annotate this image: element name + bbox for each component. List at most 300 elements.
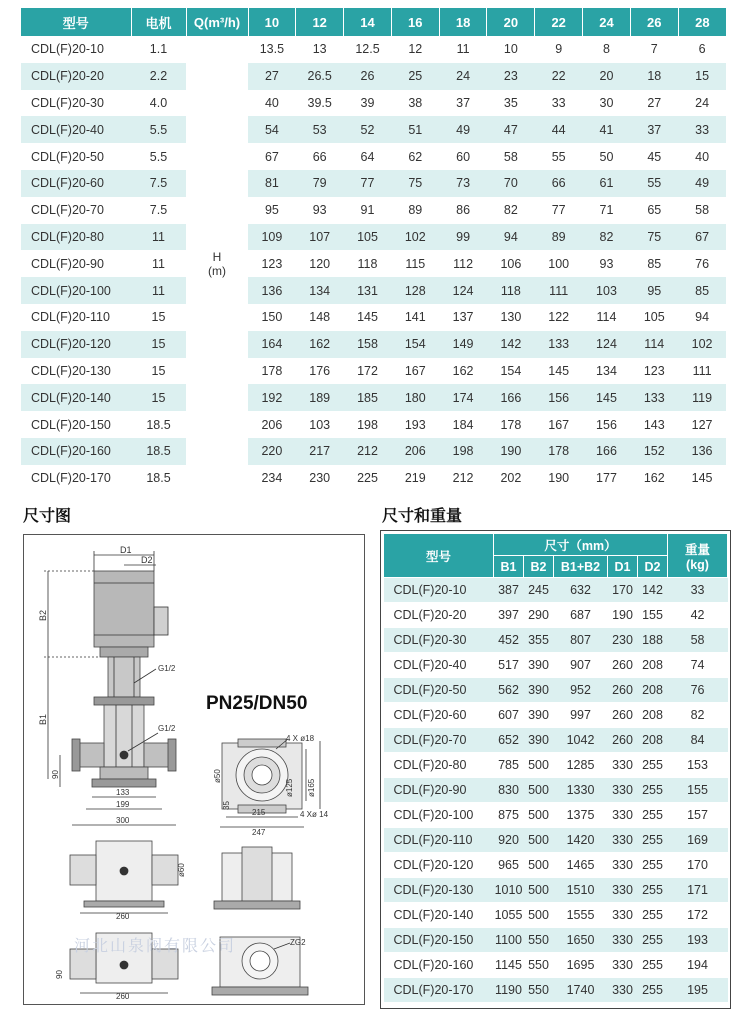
header-q: 12 xyxy=(296,8,344,36)
table-row xyxy=(384,603,728,628)
dimension-cell: 155 xyxy=(638,603,668,628)
head-value-cell: 193 xyxy=(404,417,426,432)
dimension-cell: 500 xyxy=(524,828,554,853)
dimension-cell: 997 xyxy=(554,703,608,728)
label-d1: D1 xyxy=(120,545,132,555)
model-cell: CDL(F)20-150 xyxy=(384,928,494,953)
head-value-cell: 33 xyxy=(551,95,566,110)
label-260b: 260 xyxy=(116,992,130,1001)
head-value-cell: 44 xyxy=(535,116,583,143)
head-value-cell: 136 xyxy=(678,438,726,465)
head-value-cell: 212 xyxy=(452,471,474,486)
dimension-cell: 387 xyxy=(494,578,524,603)
table-row xyxy=(21,411,726,438)
dimension-cell: 290 xyxy=(524,603,554,628)
head-value-cell: 145 xyxy=(691,471,713,486)
dim-sub-b1b2: B1+B2 xyxy=(554,556,608,578)
head-value-cell: 54 xyxy=(248,116,296,143)
dimension-cell: 920 xyxy=(494,828,524,853)
label-d2: D2 xyxy=(141,555,153,565)
dimension-cell: 255 xyxy=(638,753,668,778)
label-90b: 90 xyxy=(55,970,64,979)
head-value-cell: 39 xyxy=(360,95,375,110)
dimension-cell: 1420 xyxy=(554,828,608,853)
head-value-cell: 22 xyxy=(535,63,583,90)
head-value-cell: 18 xyxy=(630,63,678,90)
dimension-cell: 255 xyxy=(638,953,668,978)
dimension-body xyxy=(384,578,728,1003)
head-value-cell: 9 xyxy=(555,42,563,57)
head-value-cell: 47 xyxy=(487,116,535,143)
header-model: 型号 xyxy=(21,8,131,36)
label-b2: B2 xyxy=(38,609,48,621)
dim-sub-d1: D1 xyxy=(608,556,638,578)
head-value-cell: 11 xyxy=(456,42,470,57)
header-q: 16 xyxy=(391,8,439,36)
model-cell: CDL(F)20-130 xyxy=(31,363,111,378)
head-value-cell: 8 xyxy=(603,42,610,57)
head-value-cell: 45 xyxy=(647,149,662,164)
head-value-cell: 219 xyxy=(404,471,426,486)
weight-cell: 84 xyxy=(668,728,728,753)
table-row xyxy=(21,224,726,251)
model-cell: CDL(F)20-170 xyxy=(384,978,494,1003)
head-value-cell: 94 xyxy=(695,310,710,325)
label-165: ø165 xyxy=(307,778,316,797)
performance-body xyxy=(21,36,726,492)
head-value-cell: 93 xyxy=(312,203,327,218)
head-value-cell: 26.5 xyxy=(296,63,344,90)
head-value-cell: 7 xyxy=(650,42,658,57)
head-value-cell: 73 xyxy=(439,170,487,197)
head-value-cell: 162 xyxy=(296,331,344,358)
dimension-weight-title: 尺寸和重量 xyxy=(382,506,463,525)
dimension-cell: 1100 xyxy=(494,928,524,953)
head-value-cell: 75 xyxy=(391,170,439,197)
head-value-cell: 152 xyxy=(630,438,678,465)
head-value-cell: 190 xyxy=(548,471,570,486)
head-value-cell: 124 xyxy=(583,331,631,358)
dimension-cell: 1285 xyxy=(554,753,608,778)
head-value-cell: 58 xyxy=(503,149,518,164)
head-value-cell: 62 xyxy=(408,149,423,164)
dimension-cell: 1695 xyxy=(554,953,608,978)
label-133: 133 xyxy=(116,788,130,797)
dimension-cell: 330 xyxy=(608,978,638,1003)
label-b1: B1 xyxy=(38,713,48,725)
motor-cell: 11 xyxy=(131,224,186,251)
dim-header-size: 尺寸（mm） xyxy=(494,534,668,556)
head-value-cell: 141 xyxy=(404,310,426,325)
head-value-cell: 178 xyxy=(261,363,283,378)
head-value-cell: 230 xyxy=(309,471,331,486)
header-flow: Q(m³/h) xyxy=(186,8,248,36)
header-q: 24 xyxy=(583,8,631,36)
model-cell: CDL(F)20-120 xyxy=(384,853,494,878)
dimension-cell: 397 xyxy=(494,603,524,628)
head-value-cell: 15 xyxy=(678,63,726,90)
head-value-cell: 118 xyxy=(487,277,535,304)
table-row xyxy=(384,853,728,878)
head-value-cell: 38 xyxy=(408,95,423,110)
dimension-cell: 230 xyxy=(608,628,638,653)
dimension-cell: 260 xyxy=(608,728,638,753)
model-cell: CDL(F)20-150 xyxy=(31,417,111,432)
model-cell: CDL(F)20-120 xyxy=(21,331,131,358)
head-value-cell: 65 xyxy=(647,203,662,218)
model-cell: CDL(F)20-140 xyxy=(384,903,494,928)
head-value-cell: 136 xyxy=(248,277,296,304)
model-cell: CDL(F)20-30 xyxy=(384,628,494,653)
head-value-cell: 149 xyxy=(439,331,487,358)
head-value-cell: 127 xyxy=(691,417,713,432)
head-value-cell: 220 xyxy=(248,438,296,465)
head-value-cell: 25 xyxy=(391,63,439,90)
head-value-cell: 184 xyxy=(452,417,474,432)
dimension-cell: 330 xyxy=(608,928,638,953)
head-value-cell: 217 xyxy=(296,438,344,465)
label-199: 199 xyxy=(116,800,130,809)
table-row xyxy=(21,170,726,197)
motor-cell: 15 xyxy=(151,363,166,378)
model-cell: CDL(F)20-30 xyxy=(31,95,104,110)
model-cell: CDL(F)20-170 xyxy=(31,471,111,486)
dimension-cell: 260 xyxy=(608,703,638,728)
label-300: 300 xyxy=(116,816,130,825)
motor-cell: 7.5 xyxy=(149,203,168,218)
head-value-cell: 85 xyxy=(678,277,726,304)
weight-cell: 157 xyxy=(668,803,728,828)
label-g12-mid: G1/2 xyxy=(158,724,176,733)
table-row xyxy=(21,358,726,385)
model-cell: CDL(F)20-110 xyxy=(31,310,110,325)
dimension-cell: 208 xyxy=(638,728,668,753)
dimension-cell: 208 xyxy=(638,653,668,678)
label-215: 215 xyxy=(252,808,266,817)
head-value-cell: 145 xyxy=(583,384,631,411)
head-value-cell: 118 xyxy=(357,256,378,271)
dimension-cell: 208 xyxy=(638,678,668,703)
label-4x18: 4 X ø18 xyxy=(286,734,315,743)
dimension-cell: 1465 xyxy=(554,853,608,878)
label-125: ø125 xyxy=(285,778,294,797)
head-value-cell: 27 xyxy=(647,95,662,110)
model-cell: CDL(F)20-80 xyxy=(384,753,494,778)
dimension-cell: 1510 xyxy=(554,878,608,903)
head-value-cell: 105 xyxy=(344,224,392,251)
head-value-cell: 154 xyxy=(500,363,522,378)
head-value-cell: 86 xyxy=(456,203,471,218)
head-value-cell: 177 xyxy=(596,471,617,486)
table-row xyxy=(384,678,728,703)
label-35: 35 xyxy=(222,801,231,810)
head-value-cell: 162 xyxy=(452,363,474,378)
model-cell: CDL(F)20-20 xyxy=(384,603,494,628)
head-value-cell: 166 xyxy=(487,384,535,411)
head-value-cell: 37 xyxy=(456,95,471,110)
table-row xyxy=(21,143,726,170)
table-row xyxy=(384,903,728,928)
head-value-cell: 40 xyxy=(264,95,279,110)
dimension-cell: 500 xyxy=(524,778,554,803)
dimension-cell: 500 xyxy=(524,853,554,878)
dim-sub-b2: B2 xyxy=(524,556,554,578)
dimension-cell: 550 xyxy=(524,928,554,953)
model-cell: CDL(F)20-70 xyxy=(384,728,494,753)
dim-header-model: 型号 xyxy=(384,534,494,578)
watermark: 河北山泉阀有限公司 xyxy=(74,938,237,955)
head-value-cell: 100 xyxy=(548,256,570,271)
head-value-cell: 67 xyxy=(264,149,279,164)
label-60: ø60 xyxy=(177,863,186,877)
table-row xyxy=(21,90,726,117)
head-value-cell: 10 xyxy=(503,42,518,57)
head-value-cell: 167 xyxy=(548,417,570,432)
table-row xyxy=(21,277,726,304)
dimension-cell: 255 xyxy=(638,903,668,928)
header-q: 28 xyxy=(678,8,726,36)
model-cell: CDL(F)20-140 xyxy=(21,384,131,411)
table-row xyxy=(384,728,728,753)
dimension-cell: 785 xyxy=(494,753,524,778)
head-value-cell: 134 xyxy=(596,363,617,378)
dimension-cell: 1330 xyxy=(554,778,608,803)
head-value-cell: 156 xyxy=(535,384,583,411)
dimension-cell: 260 xyxy=(608,678,638,703)
dimension-cell: 245 xyxy=(524,578,554,603)
head-value-cell: 137 xyxy=(452,310,474,325)
weight-cell: 170 xyxy=(668,853,728,878)
model-cell: CDL(F)20-20 xyxy=(21,63,131,90)
head-value-cell: 167 xyxy=(404,363,426,378)
head-value-cell: 24 xyxy=(695,95,710,110)
head-value-cell: 180 xyxy=(391,384,439,411)
dimension-cell: 1375 xyxy=(554,803,608,828)
head-value-cell: 185 xyxy=(344,384,392,411)
head-value-cell: 107 xyxy=(296,224,344,251)
motor-cell: 2.2 xyxy=(131,63,186,90)
head-value-cell: 99 xyxy=(439,224,487,251)
dimension-cell: 952 xyxy=(554,678,608,703)
dimension-cell: 830 xyxy=(494,778,524,803)
dimension-cell: 390 xyxy=(524,678,554,703)
header-motor: 电机 xyxy=(131,8,186,36)
label-50: ø50 xyxy=(213,769,222,783)
dimension-cell: 562 xyxy=(494,678,524,703)
table-row xyxy=(21,36,726,63)
head-value-cell: 189 xyxy=(296,384,344,411)
table-row xyxy=(21,465,726,492)
dimension-cell: 1010 xyxy=(494,878,524,903)
motor-cell: 15 xyxy=(131,331,186,358)
weight-cell: 74 xyxy=(668,653,728,678)
head-value-cell: 234 xyxy=(261,471,283,486)
head-value-cell: 102 xyxy=(391,224,439,251)
dimension-cell: 390 xyxy=(524,703,554,728)
dimension-cell: 907 xyxy=(554,653,608,678)
label-g12-top: G1/2 xyxy=(158,664,176,673)
model-cell: CDL(F)20-70 xyxy=(31,203,104,218)
table-row xyxy=(21,384,726,411)
model-cell: CDL(F)20-50 xyxy=(384,678,494,703)
head-value-cell: 50 xyxy=(599,149,614,164)
head-value-cell: 24 xyxy=(439,63,487,90)
dimension-cell: 260 xyxy=(608,653,638,678)
table-row xyxy=(21,250,726,277)
head-value-cell: 124 xyxy=(439,277,487,304)
head-value-cell: 123 xyxy=(643,363,665,378)
head-value-cell: 12 xyxy=(408,42,423,57)
head-value-cell: 190 xyxy=(487,438,535,465)
dim-header-weight-label: 重量 xyxy=(685,542,711,557)
head-value-cell: 70 xyxy=(487,170,535,197)
head-value-cell: 225 xyxy=(357,471,378,486)
table-row xyxy=(21,304,726,331)
header-q: 26 xyxy=(630,8,678,36)
head-value-cell: 66 xyxy=(535,170,583,197)
head-value-cell: 134 xyxy=(296,277,344,304)
head-value-cell: 76 xyxy=(695,256,710,271)
model-cell: CDL(F)20-160 xyxy=(21,438,131,465)
head-value-cell: 123 xyxy=(261,256,283,271)
head-value-cell: 202 xyxy=(500,471,522,486)
model-cell: CDL(F)20-60 xyxy=(384,703,494,728)
dimension-cell: 255 xyxy=(638,878,668,903)
dimension-cell: 500 xyxy=(524,903,554,928)
head-value-cell: 103 xyxy=(309,417,331,432)
motor-cell: 18.5 xyxy=(146,417,171,432)
head-value-cell: 66 xyxy=(312,149,327,164)
dimension-cell: 632 xyxy=(554,578,608,603)
head-value-cell: 55 xyxy=(551,149,566,164)
model-cell: CDL(F)20-90 xyxy=(384,778,494,803)
dimension-cell: 1055 xyxy=(494,903,524,928)
table-row xyxy=(384,828,728,853)
head-value-cell: 114 xyxy=(596,310,617,325)
dimension-cell: 500 xyxy=(524,753,554,778)
dim-sub-b1: B1 xyxy=(494,556,524,578)
dimension-cell: 355 xyxy=(524,628,554,653)
dimension-cell: 390 xyxy=(524,653,554,678)
weight-cell: 172 xyxy=(668,903,728,928)
head-value-cell: 119 xyxy=(678,384,726,411)
head-value-cell: 131 xyxy=(344,277,392,304)
dimension-cell: 1042 xyxy=(554,728,608,753)
weight-cell: 58 xyxy=(668,628,728,653)
motor-cell: 18.5 xyxy=(131,438,186,465)
weight-cell: 171 xyxy=(668,878,728,903)
weight-cell: 153 xyxy=(668,753,728,778)
dimension-cell: 1190 xyxy=(494,978,524,1003)
head-value-cell: 212 xyxy=(344,438,392,465)
head-value-cell: 79 xyxy=(296,170,344,197)
head-value-cell: 39.5 xyxy=(307,95,332,110)
head-value-cell: 77 xyxy=(551,203,566,218)
head-value-cell: 206 xyxy=(261,417,283,432)
head-value-cell: 143 xyxy=(643,417,665,432)
table-row xyxy=(21,197,726,224)
motor-cell: 11 xyxy=(152,256,165,271)
dimension-cell: 330 xyxy=(608,853,638,878)
head-value-cell: 178 xyxy=(500,417,522,432)
motor-cell: 7.5 xyxy=(131,170,186,197)
head-value-cell: 156 xyxy=(596,417,617,432)
dimension-cell: 875 xyxy=(494,803,524,828)
dimension-drawing-title: 尺寸图 xyxy=(23,506,72,525)
head-value-cell: 105 xyxy=(643,310,665,325)
head-value-cell: 115 xyxy=(405,256,426,271)
motor-cell: 5.5 xyxy=(149,149,168,164)
dimension-header-row xyxy=(384,534,728,556)
head-value-cell: 82 xyxy=(503,203,518,218)
dim-header-weight-unit: (kg) xyxy=(686,557,709,572)
head-value-cell: 174 xyxy=(439,384,487,411)
table-row xyxy=(384,803,728,828)
head-value-cell: 13 xyxy=(312,42,327,57)
table-row xyxy=(384,778,728,803)
head-label: H xyxy=(212,249,222,264)
model-cell: CDL(F)20-110 xyxy=(384,828,494,853)
head-value-cell: 26 xyxy=(344,63,392,90)
model-cell: CDL(F)20-60 xyxy=(21,170,131,197)
head-value-cell: 49 xyxy=(678,170,726,197)
dimension-cell: 255 xyxy=(638,778,668,803)
table-row xyxy=(21,63,726,90)
head-value-cell: 120 xyxy=(309,256,331,271)
head-value-cell: 145 xyxy=(548,363,570,378)
head-value-cell: 60 xyxy=(456,149,471,164)
table-row xyxy=(384,953,728,978)
head-value-cell: 61 xyxy=(583,170,631,197)
head-value-cell: 114 xyxy=(630,331,678,358)
dimension-cell: 188 xyxy=(638,628,668,653)
weight-cell: 193 xyxy=(668,928,728,953)
head-value-cell: 206 xyxy=(391,438,439,465)
performance-header-row xyxy=(21,8,726,36)
head-value-cell: 154 xyxy=(391,331,439,358)
table-row xyxy=(384,753,728,778)
dimension-cell: 330 xyxy=(608,828,638,853)
head-value-cell: 89 xyxy=(408,203,423,218)
table-row xyxy=(384,578,728,603)
model-cell: CDL(F)20-80 xyxy=(21,224,131,251)
dimension-cell: 208 xyxy=(638,703,668,728)
motor-cell: 15 xyxy=(151,310,166,325)
head-value-cell: 103 xyxy=(583,277,631,304)
head-value-cell: 71 xyxy=(599,203,614,218)
head-value-cell: 166 xyxy=(583,438,631,465)
motor-cell: 4.0 xyxy=(149,95,168,110)
head-value-cell: 55 xyxy=(630,170,678,197)
dimension-cell: 965 xyxy=(494,853,524,878)
head-value-cell: 192 xyxy=(248,384,296,411)
table-row xyxy=(384,653,728,678)
model-cell: CDL(F)20-100 xyxy=(21,277,131,304)
head-value-cell: 172 xyxy=(357,363,378,378)
head-value-cell: 58 xyxy=(695,203,710,218)
pressure-diameter-label: PN25/DN50 xyxy=(206,693,308,714)
performance-table xyxy=(21,8,726,492)
dimension-table-frame xyxy=(380,530,731,1009)
header-q: 22 xyxy=(535,8,583,36)
head-value-cell: 128 xyxy=(391,277,439,304)
head-value-cell: 142 xyxy=(487,331,535,358)
dimension-table xyxy=(383,533,728,1003)
dimension-cell: 255 xyxy=(638,853,668,878)
dimension-cell: 330 xyxy=(608,803,638,828)
head-value-cell: 93 xyxy=(599,256,614,271)
head-value-cell: 13.5 xyxy=(259,42,285,57)
